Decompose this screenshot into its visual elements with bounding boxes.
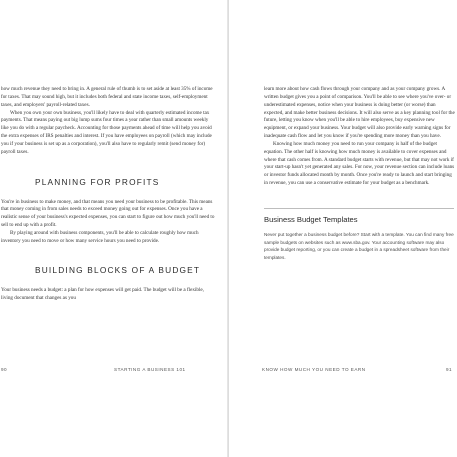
left-paragraph-2: When you own your own business, you'll likely have to deal with quarterly estimated income tax payments. That means paying out big lump sums four times a year rather than small amounts weekly like you do with a regular paycheck. Accounting for those payments ahead of time will help you avoid the extra expenses of IRS penalties and interest. If you have employees on payroll (which may include you if your business is set up as a corporation), you'll also have to regularly remit (send money for) payroll taxes. (1, 109, 212, 155)
left-running-head: STARTING A BUSINESS 101 (114, 367, 186, 372)
left-paragraph-5: Your business needs a budget: a plan for how expenses will get paid. The budget will be a flexible, living document that changes as you (1, 286, 204, 301)
sidebar-text: Never put together a business budget before? Start with a template. You can find many free sample budgets on websites such as www.sba.gov. Your accounting software may also provide budget reporting, or you can create a budget in a spreadsheet software from their templates. (264, 231, 454, 260)
right-page (229, 0, 457, 457)
right-page-body (264, 86, 456, 261)
right-page-number: 91 (446, 367, 453, 372)
left-page (0, 0, 228, 457)
left-page-number: 90 (1, 367, 8, 372)
right-paragraph-2: Knowing how much money you need to run your company is half of the budget equation. The other half is knowing how much money is available to cover expenses and where that cash comes from. A standard budget starts with revenue, but that may not work if your start-up hasn't yet generated any sales. For now, your revenue section can include loans or investor funds allocated month by month. Once you're ready to launch and start bringing in revenue, you can use a conservative estimate for your budget as a benchmark. (264, 140, 455, 187)
heading-planning-for-profits: PLANNING FOR PROFITS (35, 176, 160, 187)
right-running-head: KNOW HOW MUCH YOU NEED TO EARN (262, 367, 366, 372)
left-paragraph-4: By playing around with business components, you'll be able to calculate roughly how much inventory you need to move or how many service hours you need to provide. (1, 229, 199, 244)
right-paragraph-1: learn more about how cash flows through your company and as your company grows. A written budget gives you a point of comparison. You'll be able to see where you've over- or underestimated expenses, notice when your business is doing better (or worse) than expected, and make better business decisions. It will also serve as a key planning tool for the future, letting you know when you'll be able to hire employees, buy expensive new equipment, or expand your business. Your budget will also provide early warning signs for inadequate cash flow and let you know if you're spending more money than you have. (264, 86, 455, 140)
sidebar-title: Business Budget Templates (264, 214, 358, 224)
heading-building-blocks: BUILDING BLOCKS OF A BUDGET (35, 264, 201, 275)
left-paragraph-1: how much revenue they need to bring in. A general rule of thumb is to set aside at least 35% of income for taxes. That may sound high, but it includes both federal and state income taxes, self-employment taxes, and employers' payroll-related taxes. (1, 86, 213, 108)
left-page-body (1, 86, 217, 302)
left-paragraph-3: You're in business to make money, and that means you need your business to be profitable. This means that money coming in from sales needs to exceed money going out for expenses. Once you have a realistic sense of your business's expected expenses, you can start to figure out how much you'll need to sell to end up with a profit. (1, 198, 215, 229)
budget-templates-sidebar (264, 208, 454, 261)
